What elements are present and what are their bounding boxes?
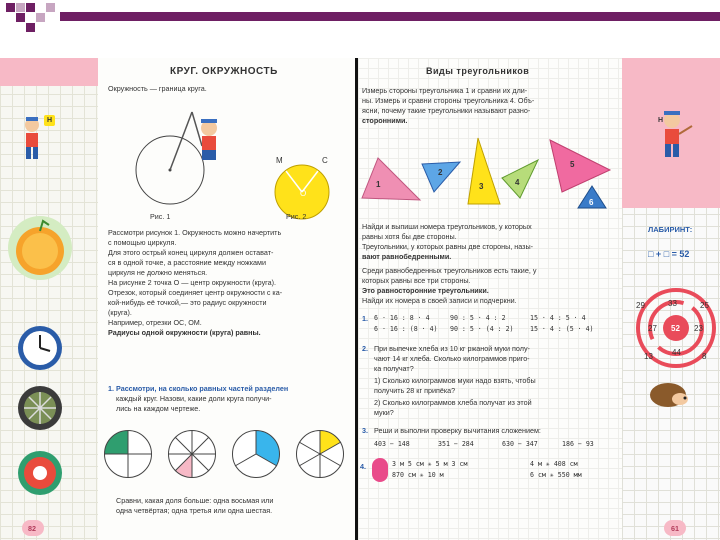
text-line: Треугольники, у которых равны две стороны, назы-	[362, 242, 534, 251]
logo-square	[6, 3, 15, 12]
text-line: Рассмотри рисунок 1. Окружность можно начертить	[108, 228, 282, 237]
compare-sign-icon	[372, 458, 388, 482]
maze-number: 8	[702, 352, 707, 361]
text-line: Отрезок, который соединяет центр окружности с ка-	[108, 288, 283, 297]
text-line: чают 14 кг хлеба. Сколько килограммов приго-	[374, 354, 530, 363]
expression: 403 − 148	[374, 440, 410, 448]
labyrinth-title: ЛАБИРИНТ:	[648, 225, 693, 234]
text-line: муки?	[374, 408, 394, 417]
text-line: На рисунке 2 точка О — центр окружности (круга).	[108, 278, 277, 287]
point-label-o: O	[300, 189, 307, 198]
right-page	[358, 58, 622, 540]
logo-square	[26, 3, 35, 12]
text-line: (круга).	[108, 308, 132, 317]
logo-square	[46, 3, 55, 12]
expression: 630 − 347	[502, 440, 538, 448]
compass-figure-icon	[112, 98, 232, 208]
text-line: Среди равнобедренных треугольников есть такие, у	[362, 266, 537, 275]
text-line: ясни, почему такие треугольники называют разно-	[362, 106, 531, 115]
expression: 6 · 16 : 8 · 4	[374, 314, 430, 322]
text-line: Найди и выпиши номера треугольников, у которых	[362, 222, 532, 231]
orange-illustration-icon	[5, 213, 75, 283]
exercise-title: Реши и выполни проверку вычитания сложением:	[374, 426, 541, 435]
pie-quarters	[104, 430, 152, 478]
wheel-icon	[15, 383, 65, 433]
task-line: каждый круг. Назови, какие доли круга получи-	[116, 394, 272, 403]
text-line: Для этого острый конец циркуля должен остават-	[108, 248, 274, 257]
exercise-number: 2.	[362, 344, 368, 353]
expression: 186 − 93	[562, 440, 594, 448]
point-label-m: M	[276, 156, 283, 165]
text-line: циркуля не должно меняться.	[108, 268, 208, 277]
maze-number: 44	[672, 348, 681, 357]
expression: 351 − 284	[438, 440, 474, 448]
labyrinth-equation: □ + □ = 52	[648, 249, 690, 259]
expression: 4 м ✳ 408 см	[530, 460, 578, 468]
text-line: вают равнобедренными.	[362, 252, 452, 261]
definition: Окружность — граница круга.	[108, 84, 207, 93]
text-line: с помощью циркуля.	[108, 238, 177, 247]
task-line: 1. Рассмотри, на сколько равных частей разделен	[108, 384, 289, 393]
text-line: ка получат?	[374, 364, 414, 373]
text-line: кой-нибудь её точкой,— это радиус окружности	[108, 298, 267, 307]
text-line: которых равны все три стороны.	[362, 276, 471, 285]
logo-square	[26, 23, 35, 32]
maze-number: 13	[644, 352, 653, 361]
hint-label: Н	[658, 117, 664, 124]
page-number: 82	[28, 524, 36, 533]
compare-line: одна четвёртая; одна третья или одна шестая.	[116, 506, 273, 515]
logo-square	[16, 3, 25, 12]
text-line: сторонними.	[362, 116, 408, 125]
pie-thirds	[232, 430, 280, 478]
exercise-number: 3.	[362, 426, 368, 435]
rule-line: Радиусы одной окружности (круга) равны.	[108, 328, 261, 337]
text-line: ны. Измерь и сравни стороны треугольника 4. Объ-	[362, 96, 535, 105]
maze-number: 29	[636, 301, 645, 310]
right-margin	[622, 58, 720, 540]
text-line: 2) Сколько килограммов хлеба получат из этой	[374, 398, 532, 407]
figure-caption: Рис. 2	[286, 212, 307, 221]
expression: 6 · 16 : (8 · 4)	[374, 325, 438, 333]
expression: 90 : 5 · 4 : 2	[450, 314, 506, 322]
left-page	[98, 58, 356, 540]
text-line: Например, отрезки ОС, ОМ.	[108, 318, 202, 327]
text-line: получить 28 кг припёка?	[374, 386, 456, 395]
page-number: 61	[671, 524, 679, 533]
logo-square	[36, 13, 45, 22]
triangle-label: 4	[515, 178, 520, 187]
exercise-number: 4.	[360, 462, 366, 471]
exercise-number: 1.	[362, 314, 368, 323]
expression: 15 · 4 : 5 · 4	[530, 314, 586, 322]
maze-number: 23	[694, 324, 703, 333]
left-margin	[0, 58, 98, 540]
phone-dial-icon	[15, 448, 65, 498]
task-line: лись на каждом чертеже.	[116, 404, 201, 413]
triangles-figure-icon	[360, 130, 620, 215]
triangle-label: 2	[438, 168, 443, 177]
pie-sixths	[296, 430, 344, 478]
clock-icon	[15, 323, 65, 373]
maze-center-number: 52	[671, 324, 680, 333]
triangle-label: 3	[479, 182, 484, 191]
title-stripe	[60, 12, 720, 21]
text-line: Это равносторонние треугольники.	[362, 286, 489, 295]
triangle-label: 1	[376, 180, 381, 189]
text-line: 1) Сколько килограммов муки надо взять, чтобы	[374, 376, 536, 385]
triangle-label: 5	[570, 160, 575, 169]
page-title: КРУГ. ОКРУЖНОСТЬ	[170, 66, 278, 77]
maze-number: 33	[668, 299, 677, 308]
text-line: ся в одной точке, а расстояние между ножками	[108, 258, 266, 267]
page-title: Виды треугольников	[426, 66, 530, 76]
text-line: Измерь стороны треугольника 1 и сравни их дли-	[362, 86, 528, 95]
hint-label: Н	[47, 117, 53, 124]
text-line: Найди их номера в своей записи и подчеркни.	[362, 296, 517, 305]
expression: 870 см ✳ 10 м	[392, 471, 444, 479]
point-label-c: C	[322, 156, 328, 165]
expression: 90 : 5 · (4 : 2)	[450, 325, 514, 333]
expression: 15 · 4 : (5 · 4)	[530, 325, 594, 333]
expression: 3 м 5 см ✳ 5 м 3 см	[392, 460, 468, 468]
pink-strip	[0, 58, 98, 86]
logo-square	[16, 13, 25, 22]
maze-number: 27	[648, 324, 657, 333]
text-line: При выпечке хлеба из 10 кг ржаной муки полу-	[374, 344, 530, 353]
text-line: равны хотя бы две стороны.	[362, 232, 457, 241]
triangle-label: 6	[589, 198, 594, 207]
figure-caption: Рис. 1	[150, 212, 171, 221]
compare-line: Сравни, какая доля больше: одна восьмая или	[116, 496, 274, 505]
expression: 6 см ✳ 550 мм	[530, 471, 582, 479]
top-bar	[0, 0, 720, 34]
pie-eighths	[168, 430, 216, 478]
hedgehog-icon	[646, 373, 692, 411]
maze-number: 25	[700, 301, 709, 310]
